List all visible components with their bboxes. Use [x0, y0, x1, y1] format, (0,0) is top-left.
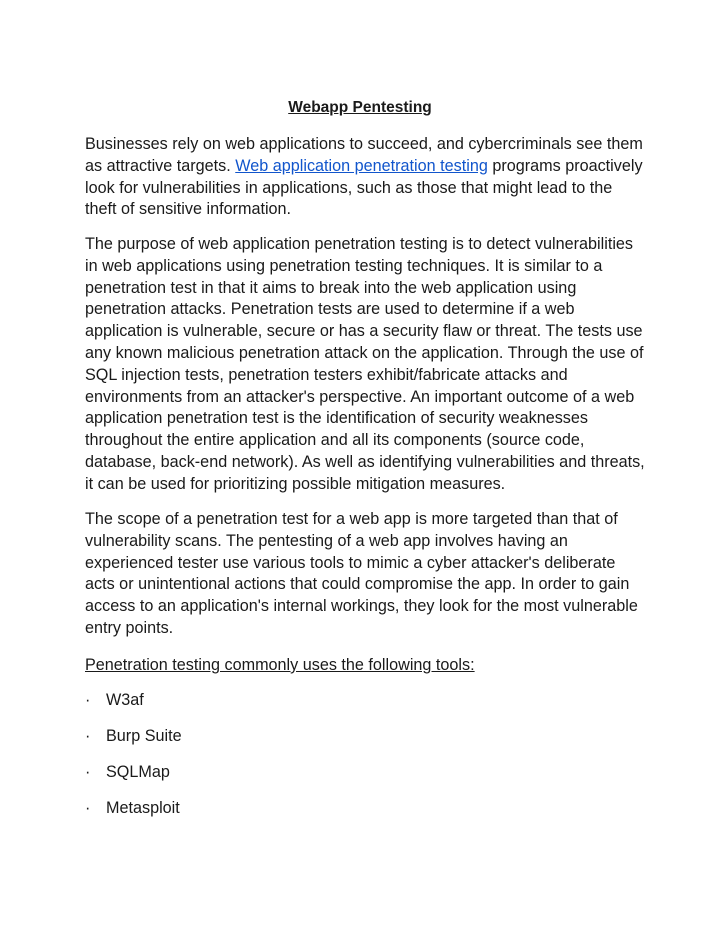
tool-label: SQLMap [106, 763, 170, 781]
tool-label: Metasploit [106, 799, 180, 817]
intro-paragraph [85, 134, 645, 221]
tool-label: W3af [106, 691, 144, 709]
pentest-link[interactable]: Web application penetration testing [235, 156, 488, 175]
bullet-icon: · [85, 763, 91, 781]
document-title: Webapp Pentesting [288, 99, 432, 116]
bullet-icon: · [85, 799, 91, 817]
intro-text-after-link: programs proactively look for vulnerabilities in applications, such as those that might lead to the theft of sensitive information. [85, 156, 643, 219]
purpose-paragraph: The purpose of web application penetration testing is to detect vulnerabilities in web applications using penetration testing techniques. It is similar to a penetration test in that it aims to break into the web application using penetration attacks. Penetration tests are used to determine if a web application is vulnerable, secure or has a security flaw or threat. The tests use any known malicious penetration attack on the application. Through the use of SQL injection tests, penetration testers exhibit/fabricate attacks and environments from an attacker's perspective. An important outcome of a web application penetration test is the identification of security weaknesses throughout the entire application and all its components (source code, database, back-end network). As well as identifying vulnerabilities and threats, it can be used for prioritizing possible mitigation measures. [85, 235, 645, 493]
intro-text-before-link: Businesses rely on web applications to succeed, and cybercriminals see them as attractive targets. [85, 135, 643, 175]
bullet-icon: · [85, 727, 91, 745]
bullet-icon: · [85, 691, 91, 709]
scope-paragraph: The scope of a penetration test for a web app is more targeted than that of vulnerability scans. The pentesting of a web app involves having an experienced tester use various tools to mimic a cyber attacker's deliberate acts or unintentional actions that could compromise the app. In order to gain access to an application's internal workings, they look for the most vulnerable entry points. [85, 510, 638, 637]
tool-label: Burp Suite [106, 727, 182, 745]
tools-heading: Penetration testing commonly uses the following tools: [85, 656, 475, 674]
